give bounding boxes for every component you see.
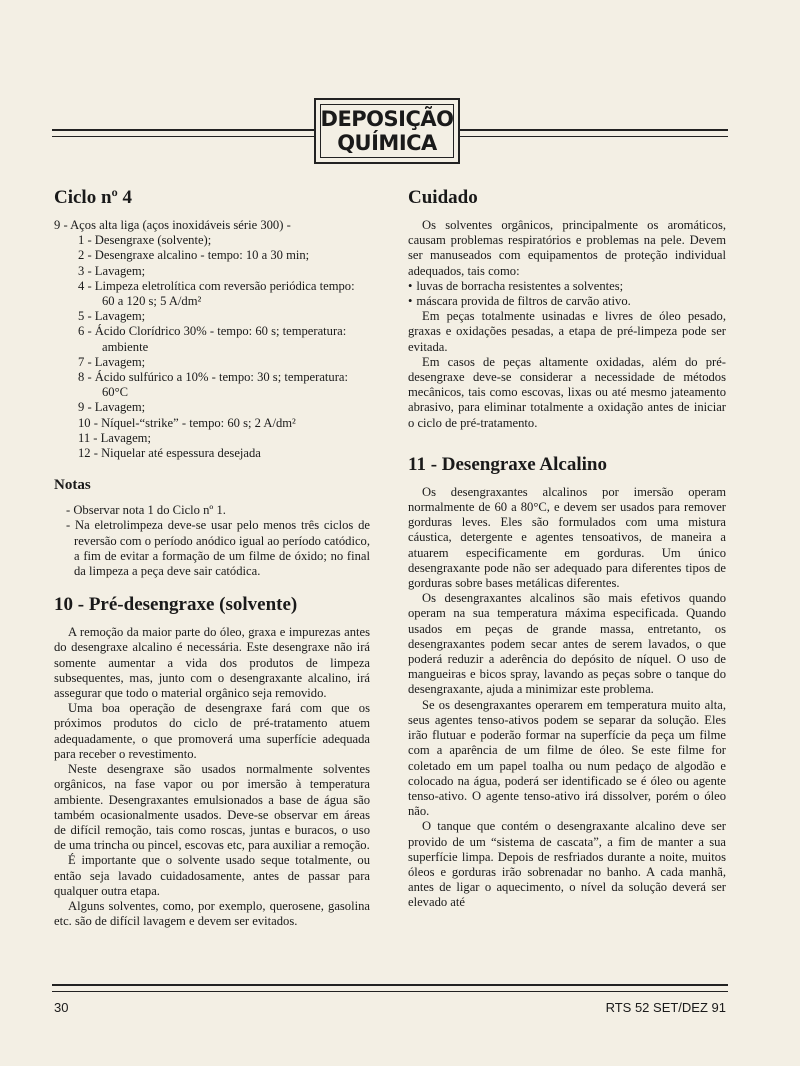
section-10-paragraph: Alguns solventes, como, por exemplo, querosene, gasolina etc. são de difícil lavagem e devem ser evitados. — [54, 898, 370, 929]
notas-title: Notas — [54, 477, 91, 494]
ciclo-steps — [54, 233, 370, 461]
ciclo-step: 7 - Lavagem; — [78, 354, 146, 369]
footer-rule-bottom — [52, 991, 728, 992]
section-11-paragraph: Os desengraxantes alcalinos por imersão operam normalmente de 60 a 80°C, e devem ser usados para remover gorduras leves. Eles são formulados com uma mistura cáustica, detergente e agentes tensoativos, de maneira a atuarem especificamente em gorduras. Um único desengraxante pode não ser adequado para diferentes tipos de gorduras sobre bases metálicas diferentes. — [408, 484, 726, 591]
page-number: 30 — [54, 1000, 69, 1015]
cuidado-paragraph: Em peças totalmente usinadas e livres de óleo pesado, graxas e oxidações pesadas, a etapa de pré-limpeza pode ser evitada. — [408, 309, 726, 354]
nota-item: - Observar nota 1 do Ciclo nº 1. — [66, 503, 226, 518]
cuidado-title: Cuidado — [408, 187, 478, 208]
left-column — [54, 186, 370, 929]
ciclo-list — [54, 218, 370, 233]
section-11-paragraph: Os desengraxantes alcalinos são mais efetivos quando operam na sua temperatura máxima especificada. Quando usados em peças de grande massa, entretanto, os desengraxantes podem secar antes de serem lavados, o que poderá reduzir a aderência do depósito de níquel. O uso de mangueiras e bicos spray, lavando as peças sobre o tanque do desengraxante, ajuda a minimizar este problema. — [408, 591, 726, 697]
cuidado-intro: Os solventes orgânicos, principalmente os aromáticos, causam problemas respiratórios e problemas na pele. Devem ser manuseados com equipamentos de proteção individual adequados, tais como: — [408, 218, 726, 278]
footer-rule-top — [52, 984, 728, 986]
ciclo-title: Ciclo nº 4 — [54, 187, 133, 208]
section-10-paragraph: É importante que o solvente usado seque totalmente, ou então seja lavado cuidadosamente, antes de passar para qualquer outra etapa. — [54, 853, 370, 898]
ciclo-step: 5 - Lavagem; — [78, 309, 146, 324]
cuidado-bullet: • luvas de borracha resistentes a solventes; — [408, 279, 726, 294]
right-column — [408, 186, 726, 911]
ciclo-step: 8 - Ácido sulfúrico a 10% - tempo: 30 s; temperatura: 60°C — [78, 370, 348, 400]
section-10-paragraph: Uma boa operação de desengraxe fará com que os próximos produtos do ciclo de pré-tratamento atuem adequadamente, o que promoverá uma superfície adequada para receber o revestimento. — [54, 701, 370, 761]
section-11-paragraph: O tanque que contém o desengraxante alcalino deve ser provido de um “sistema de cascata”, a fim de manter a sua superfície limpa. Depois de resfriados durante a noite, muitos óleos e gorduras irão sobrenadar no banho. A cada manhã, antes de ligar o aquecimento, o nível da solução deverá ser elevado até — [408, 819, 726, 910]
cuidado-paragraph: Em casos de peças altamente oxidadas, além do pré-desengraxe deve-se considerar a necessidade de métodos mecânicos, tais como escovas, lixas ou até mesmo jateamento abrasivo, para eliminar totalmente a oxidação antes de iniciar o ciclo de pré-tratamento. — [408, 354, 726, 430]
ciclo-step: 2 - Desengraxe alcalino - tempo: 10 a 30 min; — [78, 248, 310, 263]
cuidado-bullets — [408, 279, 726, 309]
ciclo-step: 3 - Lavagem; — [78, 263, 146, 278]
section-11-paragraph: Se os desengraxantes operarem em temperatura muito alta, seus agentes tenso-ativos podem se separar da solução. Eles irão flutuar e poderão formar na superfície da peça um filme com a aparência de um filme de óleo. Se este filme for coletado em um papel toalha ou num pedaço de algodão e colocado na água, poderá ser identificado se é óleo ou agente tenso-ativo. O agente tenso-ativo irá dissolver, porém o óleo não. — [408, 697, 726, 819]
section-10-paragraph: A remoção da maior parte do óleo, graxa e impurezas antes do desengraxe alcalino é necessária. Este desengraxe não irá somente aumentar a vida dos produtos de limpeza subsequentes, mas, junto com o desengraxante alcalino, irá assegurar que todo o material orgânico seja removido. — [54, 625, 370, 701]
ciclo-intro: 9 - Aços alta liga (aços inoxidáveis série 300) - — [54, 218, 291, 232]
nota-item: - Na eletrolimpeza deve-se usar pelo menos três ciclos de reversão com o período anódico igual ao período catódico, a fim de evitar a formação de um filme de óxido; no final da limpeza a peça deve sair catódica. — [66, 518, 370, 579]
ciclo-step: 10 - Níquel-“strike” - tempo: 60 s; 2 A/dm² — [78, 415, 296, 430]
logo-line-2: QUÍMICA — [337, 131, 437, 155]
ciclo-step: 11 - Lavagem; — [78, 430, 151, 445]
ciclo-step: 12 - Niquelar até espessura desejada — [78, 446, 261, 461]
section-logo — [314, 98, 460, 164]
ciclo-step: 6 - Ácido Clorídrico 30% - tempo: 60 s; temperatura: ambiente — [78, 324, 347, 354]
section-10-paragraph: Neste desengraxe são usados normalmente solventes orgânicos, na fase vapor ou por imersão à temperatura ambiente. Desengraxantes emulsionados a base de água são também ocasionalmente usados. Deve-se observar em áreas de difícil remoção, tais como roscas, juntas e buracos, o uso de uma trincha ou pincel, escovas etc, para auxiliar a remoção. — [54, 762, 370, 853]
ciclo-step: 9 - Lavagem; — [78, 400, 146, 415]
ciclo-step: 1 - Desengraxe (solvente); — [78, 233, 212, 248]
logo-line-1: DEPOSIÇÃO — [320, 107, 454, 131]
ciclo-step: 4 - Limpeza eletrolítica com reversão periódica tempo: 60 a 120 s; 5 A/dm² — [78, 278, 355, 309]
section-10-title: 10 - Pré-desengraxe (solvente) — [54, 594, 298, 616]
cuidado-bullet: • máscara provida de filtros de carvão ativo. — [408, 294, 726, 309]
issue-label: RTS 52 SET/DEZ 91 — [605, 1000, 726, 1015]
notas-list — [54, 503, 370, 579]
section-11-title: 11 - Desengraxe Alcalino — [408, 453, 607, 475]
